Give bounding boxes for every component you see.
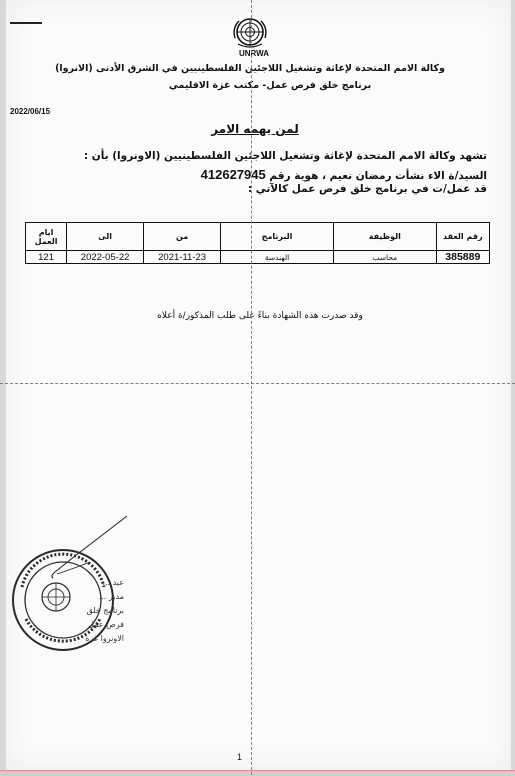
org-name-heading: وكالة الامم المتحدة لإغاثة وتشغيل اللاجئين الفلسطينيين في الشرق الأدنى (الانروا) — [55, 63, 445, 74]
org-abbrev: UNRWA — [238, 49, 270, 58]
stamp-text — [74, 576, 124, 646]
cell-from: 2021-11-23 — [144, 251, 221, 264]
page-bottom-edge — [0, 770, 515, 776]
header-from: من — [144, 223, 221, 251]
cell-job: محاسب — [333, 251, 436, 264]
page-number: 1 — [237, 752, 243, 762]
certificate-line-2 — [32, 167, 487, 182]
id-number: 412627945 — [200, 167, 266, 182]
document-page — [6, 0, 511, 770]
header-work-days: ايام العمل — [26, 223, 67, 251]
stamp-line: عبد ... — [102, 578, 124, 587]
header-job: الوظيفة — [333, 223, 436, 251]
header-to: الى — [67, 223, 144, 251]
cell-contract-no: 385889 — [436, 251, 489, 264]
corner-mark — [10, 22, 42, 24]
table-header-row — [26, 223, 490, 251]
person-name-text: السيد/ة الاء نشأت رمضان نعيم ، هوية رقم — [269, 170, 487, 182]
issued-note: وقد صدرت هذه الشهادة بناءً على طلب المذكور/ة أعلاه — [157, 311, 363, 321]
programme-office-heading: برنامج خلق فرص عمل- مكتب غزة الاقليمي — [168, 80, 372, 91]
employment-table — [25, 222, 490, 264]
certificate-line-1: تشهد وكالة الامم المتحدة لإغاثة وتشغيل اللاجئين الفلسطينيين (الاونروا) بأن : — [83, 150, 487, 162]
horizontal-guide-line — [0, 383, 515, 384]
document-date: 2022/06/15 — [10, 107, 51, 116]
stamp-line: مدير ... — [98, 592, 124, 601]
cell-to: 2022-05-22 — [67, 251, 144, 264]
cell-work-days: 121 — [26, 251, 67, 264]
table-row — [26, 251, 490, 264]
cell-programme: الهندسة — [221, 251, 334, 264]
stamp-line: برنامج خلق فرص عمل — [86, 606, 124, 629]
stamp-line: الاونروا غزة — [85, 634, 124, 643]
certificate-line-3: قد عمل/ت في برنامج خلق فرص عمل كالآتي : — [247, 183, 487, 195]
certificate-title: لمن يهمه الامر — [211, 122, 299, 136]
vertical-guide-line — [251, 0, 252, 775]
header-programme: البرنامج — [221, 223, 334, 251]
header-contract-no: رقم العقد — [436, 223, 489, 251]
